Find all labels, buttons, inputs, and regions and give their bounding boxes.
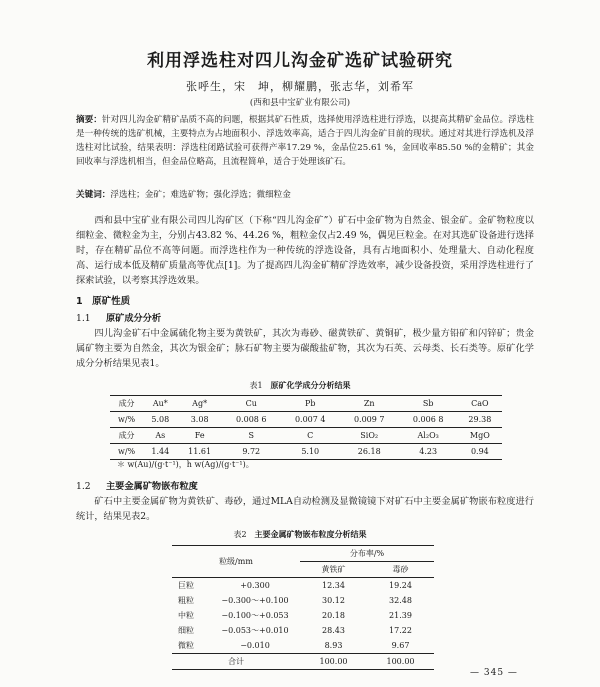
table-cell: Cu xyxy=(222,396,281,412)
abstract xyxy=(76,113,534,169)
table-row xyxy=(110,412,502,428)
table-row xyxy=(172,608,434,623)
table-cell: MgO xyxy=(458,428,502,444)
table-cell: 1.44 xyxy=(151,447,170,456)
table-cell: 3.08 xyxy=(190,415,209,424)
table-cell: 合计 xyxy=(172,654,300,670)
affiliation: (西和县中宝矿业有限公司) xyxy=(249,98,351,108)
table-cell: 9.67 xyxy=(391,641,410,650)
table-header-arsenopyrite: 毒砂 xyxy=(367,562,434,578)
table-1-number: 表1 xyxy=(249,381,263,390)
table-cell: 成分 xyxy=(110,396,143,412)
abstract-text: 针对四儿沟金矿精矿品质不高的问题，根据其矿石性质，选择使用浮选柱进行浮选，以提高其精矿金品位。浮选柱是一种传统的选矿机械，主要特点为占地面积小、浮选效率高，适合于四儿沟金矿目前的现状。通过对其进行浮选机及浮选柱对比试验，结果表明：浮选柱闭路试验可获得产率17.29 %，金品位25.61 %，金回收率85.50 %的金精矿；其金回收率与浮选机相当，但金品位略高，且流程简单，适合于处理该矿石。 xyxy=(76,115,534,167)
table-cell: CaO xyxy=(458,396,502,412)
table-cell: As xyxy=(143,428,177,444)
keywords xyxy=(76,188,534,200)
table-cell: Fe xyxy=(178,428,222,444)
authors: 张呼生，宋 坤，柳耀鹏，张志华，刘希军 xyxy=(186,80,414,93)
abstract-label: 摘要： xyxy=(76,115,102,125)
table-row xyxy=(172,578,434,594)
table-cell: 21.39 xyxy=(389,611,412,620)
table-2-caption xyxy=(0,529,600,540)
table-cell: 26.18 xyxy=(357,447,381,456)
table-2-number: 表2 xyxy=(233,530,247,539)
table-cell: Au* xyxy=(143,396,177,412)
section-1-2-paragraph: 矿石中主要金属矿物为黄铁矿、毒砂，通过MLA自动检测及显微镜镜下对矿石中主要金属矿物嵌布粒度进行统计，结果见表2。 xyxy=(76,496,534,522)
table-row xyxy=(110,444,502,460)
table-header-pyrite: 黄铁矿 xyxy=(300,562,367,578)
table-cell: 30.12 xyxy=(322,596,345,605)
table-cell: 0.009 7 xyxy=(353,415,385,424)
table-cell: 0.008 6 xyxy=(235,415,267,424)
table-cell: Al₂O₃ xyxy=(399,428,458,444)
table-cell: 中粒 xyxy=(178,611,194,620)
table-cell: Sb xyxy=(399,396,458,412)
table-cell: S xyxy=(222,428,281,444)
table-cell: 巨粒 xyxy=(178,581,194,590)
table-cell: Ag* xyxy=(178,396,222,412)
table-row xyxy=(110,428,502,444)
table-cell: 5.08 xyxy=(151,415,170,424)
subsection-1-2-heading xyxy=(76,478,198,492)
table-1-note: ＊ w(Au)/(g·t⁻¹)，h w(Ag)/(g·t⁻¹)。 xyxy=(117,460,254,469)
table-cell: 29.38 xyxy=(468,415,492,424)
table-cell: 细粒 xyxy=(178,626,194,635)
page-number: — 345 — xyxy=(470,668,518,678)
table-cell: 0.007 4 xyxy=(294,415,326,424)
table-cell: 17.22 xyxy=(389,626,412,635)
table-cell: Pb xyxy=(281,396,340,412)
table-row xyxy=(172,654,434,670)
section-1-heading: 1 原矿性质 xyxy=(76,296,131,307)
table-cell: 微粒 xyxy=(178,641,194,650)
section-1-1-paragraph: 四儿沟金矿石中金属硫化物主要为黄铁矿，其次为毒砂、磁黄铁矿、黄铜矿，极少量方铅矿和闪锌矿；贵金属矿物主要为自然金，其次为银金矿；脉石矿物主要为碳酸盐矿物，其次为石英、云母类、长石类等。原矿化学成分分析结果见表1。 xyxy=(76,328,534,369)
table-row xyxy=(110,396,502,412)
subsection-title: 原矿成分分析 xyxy=(106,313,162,324)
table-header-group: 分布率/% xyxy=(300,546,434,562)
table-cell: 成分 xyxy=(110,428,143,444)
table-cell: 粗粒 xyxy=(178,596,194,605)
table-2 xyxy=(172,545,434,670)
table-cell: 0.006 8 xyxy=(412,415,444,424)
table-cell: −0.010 xyxy=(240,641,270,650)
table-1-caption xyxy=(0,380,600,391)
subsection-number: 1.2 xyxy=(76,481,91,492)
table-cell: w/% xyxy=(117,415,136,424)
table-cell: 8.93 xyxy=(324,641,343,650)
table-cell: Zn xyxy=(340,396,399,412)
table-cell: −0.300～+0.100 xyxy=(221,596,289,605)
table-1-title: 原矿化学成分分析结果 xyxy=(270,381,351,390)
table-cell: 9.72 xyxy=(242,447,261,456)
table-cell: −0.100～+0.053 xyxy=(221,611,289,620)
table-cell: 4.23 xyxy=(419,447,438,456)
keywords-label: 关键词： xyxy=(76,190,111,200)
keywords-text: 浮选柱；金矿；难选矿物；强化浮选；微细粒金 xyxy=(110,190,291,200)
table-header-size: 粒级/mm xyxy=(172,546,300,578)
table-1 xyxy=(110,395,502,460)
table-cell: +0.300 xyxy=(240,581,270,590)
table-cell: 5.10 xyxy=(301,447,320,456)
table-cell: SiO₂ xyxy=(340,428,399,444)
table-row xyxy=(172,638,434,654)
table-2-title: 主要金属矿物嵌布粒度分析结果 xyxy=(254,530,367,539)
table-cell: 0.94 xyxy=(470,447,489,456)
table-cell: 11.61 xyxy=(188,447,212,456)
intro-paragraph: 西和县中宝矿业有限公司四儿沟矿区（下称“四儿沟金矿”）矿石中金矿物为自然金、银金矿。金矿物粒度以细粒金、微粒金为主，分别占43.82 %、44.26 %，粗粒金仅占2.49 %，偶见巨粒金。在对其选矿设备进行选择时，存在精矿品位不高等问题。而浮选柱作为一种传统的浮选设备，具有占地面积小、处理量大、自动化程度高、运行成本低及精矿质量高等优点[1]。为了提高四儿沟金矿精矿浮选效率，减少设备投资，采用浮选柱进行了探索试验，以考察其浮选效果。 xyxy=(76,215,534,286)
subsection-1-1-heading xyxy=(76,310,161,324)
subsection-number: 1.1 xyxy=(76,313,91,324)
table-cell: C xyxy=(281,428,340,444)
table-cell: w/% xyxy=(117,447,136,456)
table-cell: −0.053～+0.010 xyxy=(221,626,289,635)
table-cell: 12.34 xyxy=(322,581,345,590)
table-cell: 100.00 xyxy=(300,654,367,670)
paper-title: 利用浮选柱对四儿沟金矿选矿试验研究 xyxy=(147,51,453,71)
table-cell: 100.00 xyxy=(367,654,434,670)
table-row xyxy=(172,593,434,608)
table-cell: 32.48 xyxy=(389,596,412,605)
subsection-title: 主要金属矿物嵌布粒度 xyxy=(106,481,198,492)
table-row xyxy=(172,546,434,562)
table-cell: 19.24 xyxy=(389,581,412,590)
table-cell: 20.18 xyxy=(322,611,345,620)
table-row xyxy=(172,623,434,638)
table-cell: 28.43 xyxy=(322,626,345,635)
